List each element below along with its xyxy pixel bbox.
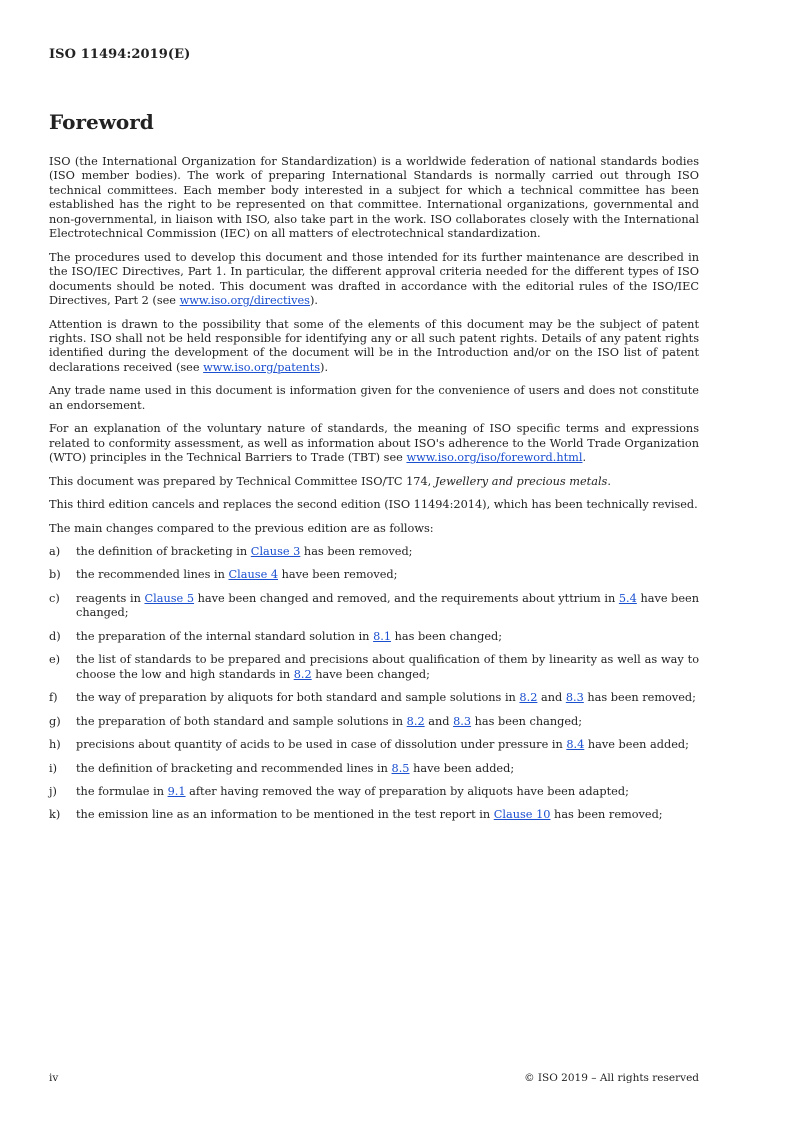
list-item [49, 592, 699, 621]
list-text: and [424, 714, 454, 728]
list-text: the emission line as an information to be mentioned in the test report in [76, 808, 494, 822]
paragraph-procedures [49, 251, 699, 309]
clause-link[interactable]: Clause 10 [493, 808, 551, 822]
list-text: has been changed; [391, 629, 503, 643]
patents-link[interactable]: www.iso.org/patents [203, 360, 321, 374]
list-text: after having removed the way of preparation by aliquots have been adapted; [185, 784, 629, 798]
list-text: and [537, 691, 566, 705]
list-item [49, 808, 699, 822]
list-label: a) [49, 544, 61, 558]
list-text: have been removed; [278, 568, 398, 582]
paragraph-edition: This third edition cancels and replaces the second edition (ISO 11494:2014), which has been technically revised. [49, 498, 698, 512]
clause-link[interactable]: 8.3 [565, 691, 584, 705]
clause-link[interactable]: Clause 3 [250, 544, 301, 558]
list-text: the definition of bracketing in [76, 544, 251, 558]
paragraph-iso-overview: ISO (the International Organization for Standardization) is a worldwide federation of national standards bodies (ISO member bodies). The work of preparing International Standards is normally carried out through ISO technical committees. Each member body interested in a subject for which a technical committee has been established has the right to be represented on that committee. International organizations, governmental and non-governmental, in liaison with ISO, also take part in the work. ISO collaborates closely with the International Electrotechnical Commission (IEC) on all matters of electrotechnical standardization. [49, 155, 699, 241]
list-label: b) [49, 568, 61, 582]
list-item [49, 715, 699, 729]
list-text: the recommended lines in [76, 568, 229, 582]
list-text: reagents in [76, 591, 145, 605]
list-item [49, 738, 699, 752]
paragraph-voluntary-nature [49, 422, 699, 465]
list-text: has been removed; [583, 691, 696, 705]
list-text: precisions about quantity of acids to be used in case of dissolution under pressure in [76, 738, 567, 752]
list-text: the way of preparation by aliquots for both standard and sample solutions in [76, 691, 520, 705]
clause-link[interactable]: Clause 4 [228, 568, 279, 582]
clause-link[interactable]: 8.2 [406, 714, 425, 728]
list-text: have been changed; [76, 591, 700, 620]
list-item [49, 653, 699, 682]
list-text: has been changed; [471, 714, 583, 728]
list-item [49, 762, 699, 776]
list-text: the definition of bracketing and recommended lines in [76, 761, 392, 775]
clause-link[interactable]: 5.4 [618, 591, 637, 605]
list-label: f) [49, 691, 58, 705]
clause-link[interactable]: 8.4 [566, 738, 585, 752]
page-number: iv [49, 1072, 59, 1084]
clause-link[interactable]: 8.3 [453, 714, 472, 728]
foreword-link[interactable]: www.iso.org/iso/foreword.html [406, 451, 583, 465]
list-text: has been removed; [300, 544, 413, 558]
list-item [49, 785, 699, 799]
changes-list [49, 545, 699, 823]
list-text: have been changed and removed, and the requirements about yttrium in [194, 591, 619, 605]
list-text: the list of standards to be prepared and precisions about qualification of them by linearity as well as way to choose the low and high standards in [76, 653, 699, 681]
list-label: h) [49, 738, 61, 752]
list-item [49, 630, 699, 644]
list-item [49, 545, 699, 559]
clause-link[interactable]: 8.2 [519, 691, 538, 705]
list-label: k) [49, 808, 61, 822]
clause-link[interactable]: 8.1 [373, 629, 392, 643]
paragraph-committee [49, 475, 699, 489]
list-label: d) [49, 629, 61, 643]
paragraph-text: . [607, 474, 611, 488]
copyright-notice: © ISO 2019 – All rights reserved [524, 1072, 699, 1084]
paragraph-text: For an explanation of the voluntary nature of standards, the meaning of ISO specific terms and expressions related to conformity assessment, as well as information about ISO's adherence to the World Trade Organization (WTO) principles in the Technical Barriers to Trade (TBT) see [49, 422, 699, 465]
list-text: have been added; [409, 761, 515, 775]
list-text: the formulae in [76, 784, 168, 798]
paragraph-text: ). [320, 360, 329, 374]
paragraph-text: The procedures used to develop this document and those intended for its further maintenance are described in the ISO/IEC Directives, Part 1. In particular, the different approval criteria needed for the different types of ISO documents should be noted. This document was drafted in accordance with the editorial rules of the ISO/IEC Directives, Part 2 (see [49, 250, 699, 308]
list-label: i) [49, 761, 58, 775]
clause-link[interactable]: 8.2 [293, 667, 312, 681]
list-label: g) [49, 714, 61, 728]
paragraph-text: . [582, 451, 587, 465]
clause-link[interactable]: 8.5 [391, 761, 410, 775]
committee-title: Jewellery and precious metals [434, 474, 608, 488]
paragraph-text: This document was prepared by Technical Committee ISO/TC 174, [49, 474, 435, 488]
directives-link[interactable]: www.iso.org/directives [179, 294, 310, 308]
list-item [49, 691, 699, 705]
list-text: the preparation of both standard and sample solutions in [76, 714, 407, 728]
list-item [49, 568, 699, 582]
list-text: have been changed; [311, 667, 430, 681]
paragraph-trade-name: Any trade name used in this document is information given for the convenience of users and does not constitute an endorsement. [49, 384, 699, 412]
paragraph-text: ). [309, 294, 318, 308]
list-label: c) [49, 591, 60, 605]
foreword-body [49, 155, 699, 832]
list-text: have been added; [584, 738, 689, 752]
list-text: the preparation of the internal standard solution in [76, 629, 374, 643]
list-label: j) [49, 784, 57, 798]
clause-link[interactable]: Clause 5 [144, 591, 195, 605]
paragraph-text: Attention is drawn to the possibility that some of the elements of this document may be the subject of patent rights. ISO shall not be held responsible for identifying any or all such patent rights. Details of any patent rights identified during the development of the document will be in the Introduction and/or on the ISO list of patent declarations received (see [49, 317, 699, 374]
clause-link[interactable]: 9.1 [167, 784, 186, 798]
paragraph-patents [49, 318, 699, 376]
document-identifier: ISO 11494:2019(E) [49, 47, 191, 62]
paragraph-main-changes: The main changes compared to the previous edition are as follows: [49, 521, 434, 535]
list-text: has been removed; [550, 808, 663, 822]
list-label: e) [49, 653, 61, 667]
page-title: Foreword [49, 110, 154, 134]
